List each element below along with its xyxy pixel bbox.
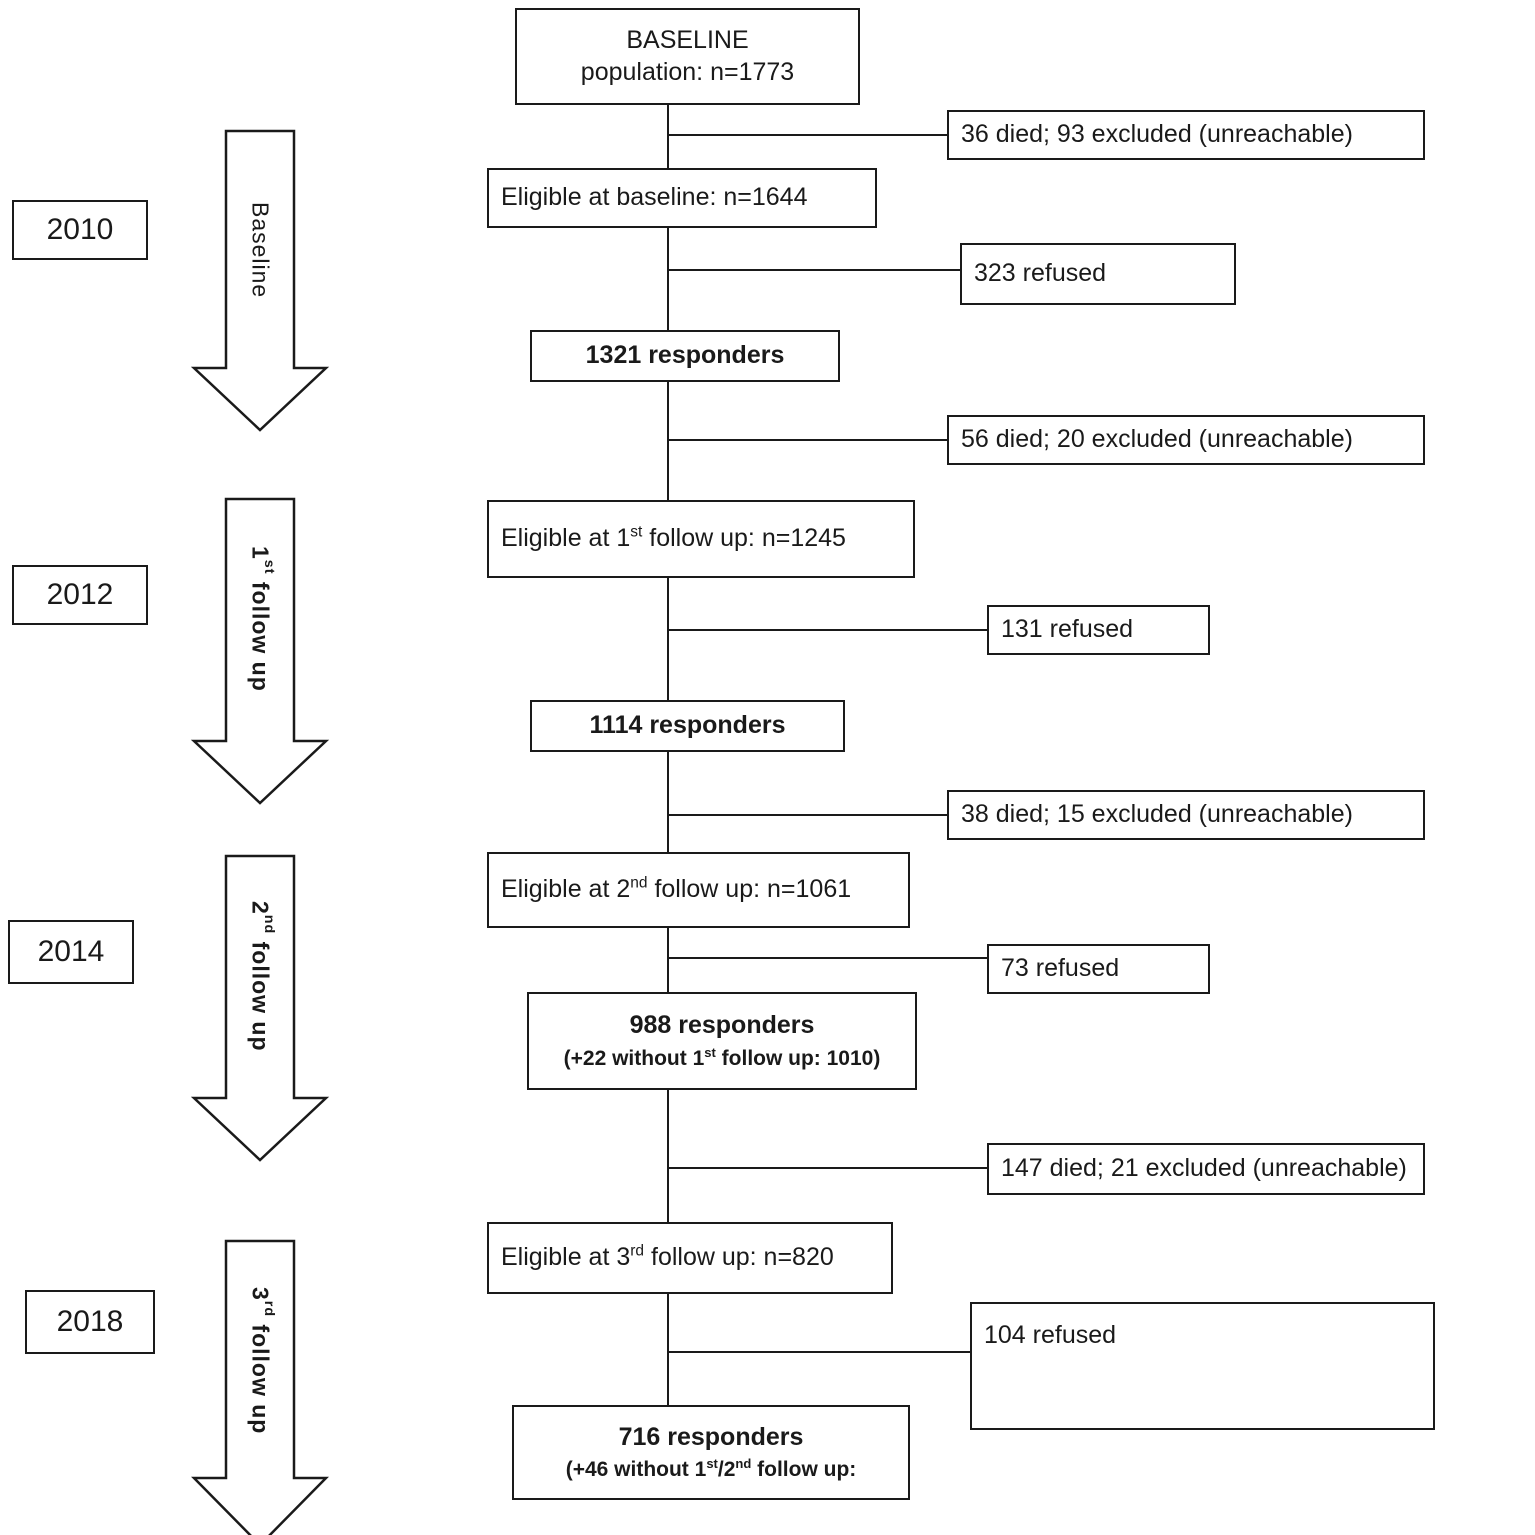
year-box-2010: [12, 200, 148, 260]
year-box-2018: [25, 1290, 155, 1354]
responders-box-2: 1114 responders: [530, 700, 845, 752]
responders-box-4: [512, 1405, 910, 1500]
baseline-population-box: [515, 8, 860, 105]
responders-3-main: 988 responders: [629, 1011, 815, 1040]
phase-label-baseline: Baseline: [247, 201, 274, 299]
phase-label-first-followup: 1st follow up: [247, 546, 278, 692]
refused-box-4: 104 refused: [970, 1302, 1435, 1430]
refused-box-1: 323 refused: [960, 243, 1236, 305]
responders-4-main: 716 responders: [618, 1422, 804, 1451]
baseline-title: BASELINE: [626, 26, 749, 55]
responders-4-sub: (+46 without 1st/2nd follow up:: [565, 1456, 857, 1481]
eligible-first-followup-box: Eligible at 1st follow up: n=1245: [487, 500, 915, 578]
responders-box-1: 1321 responders: [530, 330, 840, 382]
excluded-box-1: 36 died; 93 excluded (unreachable): [947, 110, 1425, 160]
phase-label-third-followup: 3rd follow up: [247, 1286, 278, 1435]
year-label: 2014: [37, 935, 105, 968]
eligible-second-followup-box: Eligible at 2nd follow up: n=1061: [487, 852, 910, 928]
eligible-third-followup-box: Eligible at 3rd follow up: n=820: [487, 1222, 893, 1294]
year-label: 2012: [46, 578, 114, 611]
year-box-2014: [8, 920, 134, 984]
responders-3-sub: (+22 without 1st follow up: 1010): [563, 1044, 881, 1070]
responders-box-3: [527, 992, 917, 1090]
eligible-baseline-box: Eligible at baseline: n=1644: [487, 168, 877, 228]
year-label: 2010: [46, 213, 114, 246]
year-label: 2018: [56, 1305, 124, 1338]
phase-label-second-followup: 2nd follow up: [247, 900, 278, 1052]
excluded-box-4: 147 died; 21 excluded (unreachable): [987, 1143, 1425, 1195]
baseline-subtitle: population: n=1773: [580, 57, 795, 86]
excluded-box-3: 38 died; 15 excluded (unreachable): [947, 790, 1425, 840]
refused-box-3: 73 refused: [987, 944, 1210, 994]
refused-box-2: 131 refused: [987, 605, 1210, 655]
year-box-2012: [12, 565, 148, 625]
excluded-box-2: 56 died; 20 excluded (unreachable): [947, 415, 1425, 465]
